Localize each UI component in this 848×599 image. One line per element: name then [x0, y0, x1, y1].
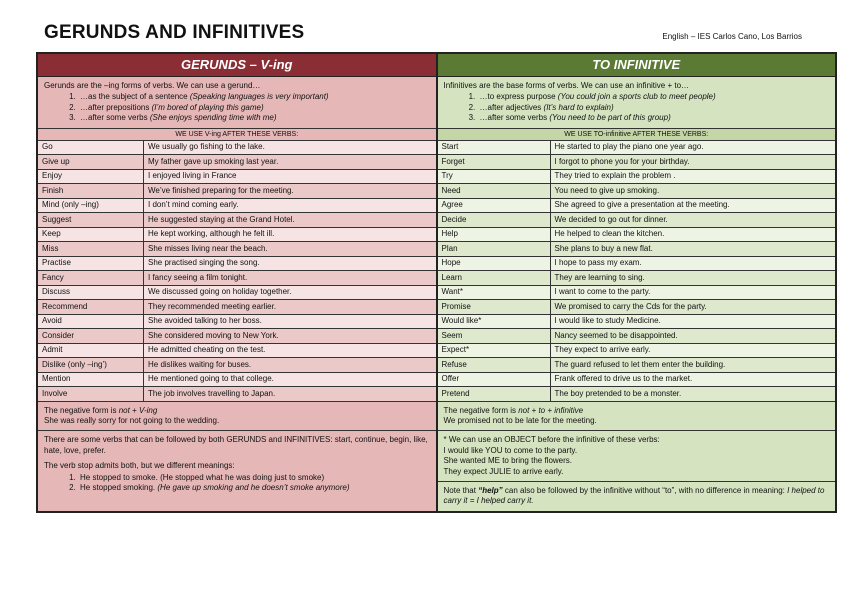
- list-item: 3. …after some verbs (She enjoys spending time with me): [78, 113, 430, 123]
- verb-cell: Would like*: [438, 314, 551, 329]
- example-cell: I fancy seeing a film tonight.: [144, 271, 436, 286]
- table-row: [438, 314, 836, 329]
- example-cell: We’ve finished preparing for the meeting.: [144, 184, 436, 199]
- infinitives-intro: Infinitives are the base forms of verbs. We can use an infinitive + to…: [443, 81, 690, 90]
- list-item: 1. …as the subject of a sentence (Speaking languages is very important): [78, 92, 430, 102]
- verb-cell: Pretend: [438, 387, 551, 402]
- example-cell: They tried to explain the problem .: [550, 169, 835, 184]
- table-row: [438, 358, 836, 373]
- table-row: [438, 213, 836, 228]
- table-row: [438, 198, 836, 213]
- verb-cell: Miss: [38, 242, 144, 257]
- table-row: [38, 155, 436, 170]
- table-row: [438, 169, 836, 184]
- table-row: [38, 271, 436, 286]
- verb-cell: Want*: [438, 285, 551, 300]
- table-row: [38, 169, 436, 184]
- table-row: [38, 184, 436, 199]
- infinitives-heading: TO INFINITIVE: [438, 54, 836, 77]
- example-cell: He kept working, although he felt ill.: [144, 227, 436, 242]
- verb-cell: Finish: [38, 184, 144, 199]
- verb-cell: Help: [438, 227, 551, 242]
- example-cell: The boy pretended to be a monster.: [550, 387, 835, 402]
- verb-cell: Agree: [438, 198, 551, 213]
- table-row: [38, 329, 436, 344]
- example-cell: The job involves travelling to Japan.: [144, 387, 436, 402]
- table-row: [38, 300, 436, 315]
- verb-cell: Admit: [38, 343, 144, 358]
- object-example: I would like YOU to come to the party.: [443, 445, 578, 455]
- list-item: 1. He stopped to smoke. (He stopped what he was doing just to smoke): [78, 473, 430, 483]
- example-cell: She agreed to give a presentation at the meeting.: [550, 198, 835, 213]
- verb-cell: Refuse: [438, 358, 551, 373]
- verb-cell: Suggest: [38, 213, 144, 228]
- infinitives-uses-list: [444, 92, 830, 123]
- example-cell: I don’t mind coming early.: [144, 198, 436, 213]
- verb-cell: Practise: [38, 256, 144, 271]
- table-row: [38, 141, 436, 155]
- example-cell: He dislikes waiting for buses.: [144, 358, 436, 373]
- table-row: [38, 387, 436, 402]
- verb-cell: Avoid: [38, 314, 144, 329]
- table-row: [438, 242, 836, 257]
- verb-cell: Offer: [438, 372, 551, 387]
- verb-cell: Give up: [38, 155, 144, 170]
- object-box: [438, 431, 836, 482]
- page-credit: English – IES Carlos Cano, Los Barrios: [662, 32, 802, 41]
- list-item: 1. …to express purpose (You could join a sports club to meet people): [478, 92, 830, 102]
- table-row: [438, 184, 836, 199]
- page-title: GERUNDS AND INFINITIVES: [44, 22, 305, 43]
- object-example: They expect JULIE to arrive early.: [443, 466, 564, 476]
- infinitives-table-heading: WE USE TO-infinitive AFTER THESE VERBS:: [438, 129, 836, 141]
- table-row: [438, 387, 836, 402]
- infinitives-negative-example: We promised not to be late for the meeting.: [443, 416, 597, 426]
- verb-cell: Go: [38, 141, 144, 155]
- example-cell: I want to come to the party.: [550, 285, 835, 300]
- example-cell: Frank offered to drive us to the market.: [550, 372, 835, 387]
- infinitives-negative-box: The negative form is not + to + infinitive We promised not to be late for the meeting.: [438, 402, 836, 432]
- example-cell: She considered moving to New York.: [144, 329, 436, 344]
- verb-cell: Forget: [438, 155, 551, 170]
- gerunds-negative-example: She was really sorry for not going to the wedding.: [44, 416, 220, 426]
- verb-cell: Decide: [438, 213, 551, 228]
- table-row: [38, 213, 436, 228]
- gerunds-uses-list: [44, 92, 430, 123]
- table-row: [438, 155, 836, 170]
- gerunds-intro: Gerunds are the –ing forms of verbs. We can use a gerund…: [44, 81, 261, 90]
- verb-cell: Discuss: [38, 285, 144, 300]
- gerunds-negative-box: The negative form is not + V-ing She was really sorry for not going to the wedding.: [38, 402, 436, 432]
- table-row: [38, 242, 436, 257]
- verb-cell: Mind (only –ing): [38, 198, 144, 213]
- example-cell: They recommended meeting earlier.: [144, 300, 436, 315]
- example-cell: We usually go fishing to the lake.: [144, 141, 436, 155]
- list-item: 2. …after adjectives (It’s hard to explain): [478, 103, 830, 113]
- verb-cell: Keep: [38, 227, 144, 242]
- table-row: [438, 227, 836, 242]
- list-item: 2. …after prepositions (I’m bored of playing this game): [78, 103, 430, 113]
- example-cell: He mentioned going to that college.: [144, 372, 436, 387]
- example-cell: We decided to go out for dinner.: [550, 213, 835, 228]
- table-row: [438, 271, 836, 286]
- verb-cell: Learn: [438, 271, 551, 286]
- example-cell: He suggested staying at the Grand Hotel.: [144, 213, 436, 228]
- table-row: [38, 256, 436, 271]
- example-cell: I would like to study Medicine.: [550, 314, 835, 329]
- table-row: [438, 372, 836, 387]
- verb-cell: Involve: [38, 387, 144, 402]
- example-cell: We promised to carry the Cds for the party.: [550, 300, 835, 315]
- example-cell: She practised singing the song.: [144, 256, 436, 271]
- example-cell: We discussed going on holiday together.: [144, 285, 436, 300]
- example-cell: Nancy seemed to be disappointed.: [550, 329, 835, 344]
- example-cell: I hope to pass my exam.: [550, 256, 835, 271]
- example-cell: He helped to clean the kitchen.: [550, 227, 835, 242]
- gerunds-intro-box: [38, 77, 436, 129]
- grammar-sheet: [36, 52, 837, 513]
- table-row: [438, 329, 836, 344]
- verb-cell: Hope: [438, 256, 551, 271]
- verb-cell: Start: [438, 141, 551, 155]
- example-cell: He admitted cheating on the test.: [144, 343, 436, 358]
- table-row: [38, 198, 436, 213]
- example-cell: She avoided talking to her boss.: [144, 314, 436, 329]
- verb-cell: Need: [438, 184, 551, 199]
- table-row: [38, 314, 436, 329]
- verb-cell: Try: [438, 169, 551, 184]
- table-row: [438, 285, 836, 300]
- list-item: 3. …after some verbs (You need to be part of this group): [478, 113, 830, 123]
- stop-examples-list: [44, 473, 430, 494]
- table-row: [438, 300, 836, 315]
- list-item: 2. He stopped smoking. (He gave up smoking and he doesn’t smoke anymore): [78, 483, 430, 493]
- table-row: [38, 372, 436, 387]
- example-cell: She misses living near the beach.: [144, 242, 436, 257]
- table-row: [438, 343, 836, 358]
- verb-cell: Fancy: [38, 271, 144, 286]
- table-row: [38, 285, 436, 300]
- infinitives-intro-box: [438, 77, 836, 129]
- gerunds-heading: GERUNDS – V-ing: [38, 54, 436, 77]
- table-row: [438, 141, 836, 155]
- stop-meaning-text: The verb stop admits both, but we different meanings:: [44, 461, 235, 471]
- table-row: [38, 343, 436, 358]
- verb-cell: Expect*: [438, 343, 551, 358]
- verb-cell: Consider: [38, 329, 144, 344]
- infinitives-table: [438, 141, 836, 402]
- example-cell: She plans to buy a new flat.: [550, 242, 835, 257]
- table-row: [38, 227, 436, 242]
- gerunds-table-heading: WE USE V-ing AFTER THESE VERBS:: [38, 129, 436, 141]
- gerunds-both-box: [38, 431, 436, 510]
- gerunds-table: [38, 141, 436, 402]
- example-cell: He started to play the piano one year ago.: [550, 141, 835, 155]
- example-cell: The guard refused to let them enter the building.: [550, 358, 835, 373]
- example-cell: My father gave up smoking last year.: [144, 155, 436, 170]
- example-cell: They are learning to sing.: [550, 271, 835, 286]
- verb-cell: Enjoy: [38, 169, 144, 184]
- infinitives-column: [438, 54, 836, 511]
- verb-cell: Dislike (only –ing’): [38, 358, 144, 373]
- verb-cell: Seem: [438, 329, 551, 344]
- table-row: [38, 358, 436, 373]
- example-cell: You need to give up smoking.: [550, 184, 835, 199]
- table-row: [438, 256, 836, 271]
- object-example: She wanted ME to bring the flowers.: [443, 456, 573, 466]
- example-cell: They expect to arrive early.: [550, 343, 835, 358]
- verb-cell: Promise: [438, 300, 551, 315]
- help-note: Note that “help” can also be followed by the infinitive without “to”, with no difference in meaning: I helped to carry it = I helped carry it.: [443, 486, 825, 506]
- help-note-box: [438, 482, 836, 511]
- verb-cell: Plan: [438, 242, 551, 257]
- verb-cell: Mention: [38, 372, 144, 387]
- example-cell: I forgot to phone you for your birthday.: [550, 155, 835, 170]
- gerunds-column: [38, 54, 438, 511]
- verb-cell: Recommend: [38, 300, 144, 315]
- example-cell: I enjoyed living in France: [144, 169, 436, 184]
- object-intro: * We can use an OBJECT before the infinitive of these verbs:: [443, 435, 660, 445]
- both-verbs-text: There are some verbs that can be followed by both GERUNDS and INFINITIVES: start, continue, begin, like, hate, love, prefer.: [44, 435, 428, 455]
